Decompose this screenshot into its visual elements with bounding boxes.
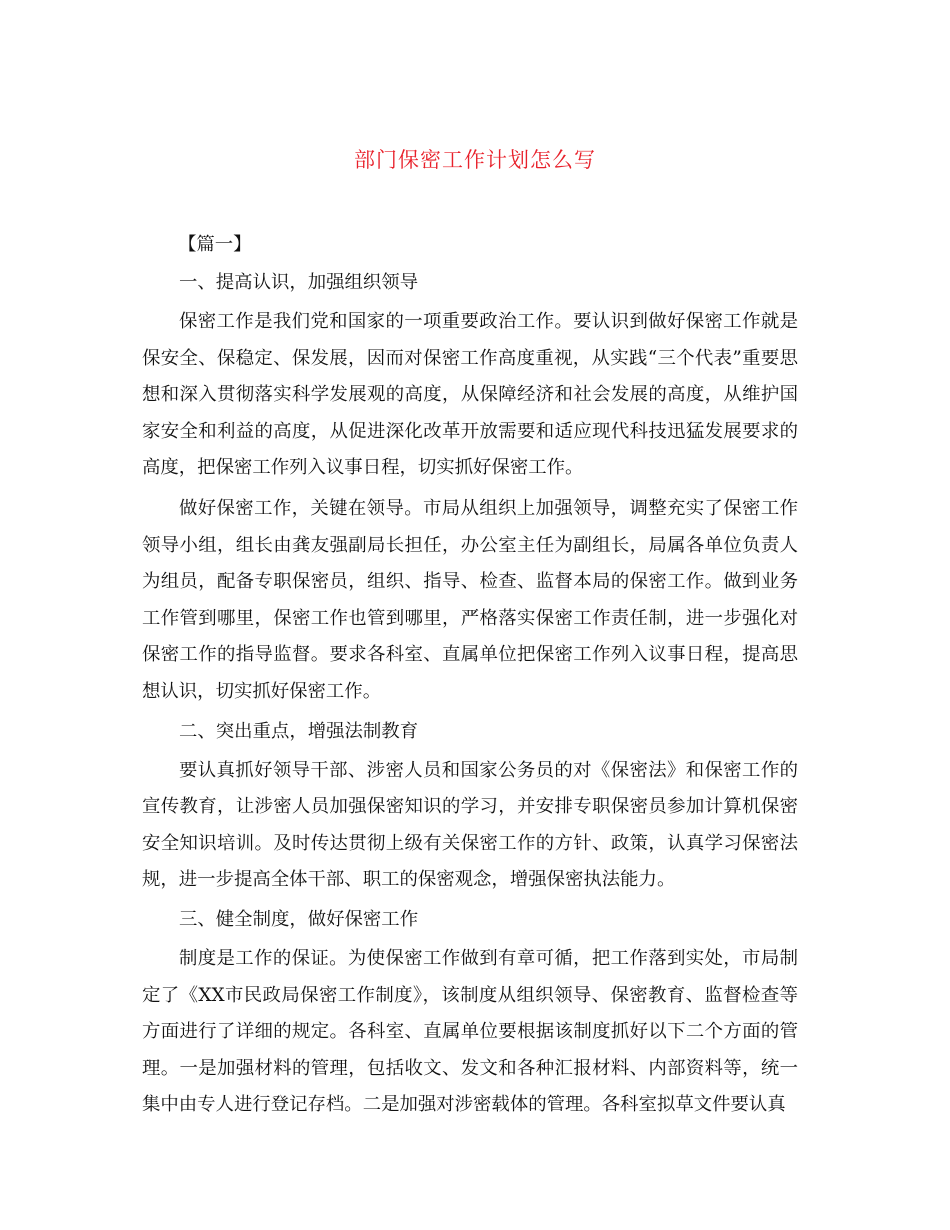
document-title: 部门保密工作计划怎么写 xyxy=(354,148,596,172)
document-body xyxy=(142,228,798,1128)
section-marker: 【篇一】 xyxy=(178,234,252,255)
section-heading-2: 二、突出重点，增强法制教育 xyxy=(179,720,419,742)
paragraph-3: 要认真抓好领导干部、涉密人员和国家公务员的对《保密法》和保密工作的宣传教育，让涉密人员加强保密知识的学习，并安排专职保密员参加计算机保密安全知识培训。及时传达贯彻上级有关保密工作的方针、政策，认真学习保密法规，进一步提高全体干部、职工的保密观念，增强保密执法能力。 xyxy=(142,759,798,891)
paragraph-1: 保密工作是我们党和国家的一项重要政治工作。要认识到做好保密工作就是保安全、保稳定、保发展，因而对保密工作高度重视，从实践“三个代表”重要思想和深入贯彻落实科学发展观的高度，从保障经济和社会发展的高度，从维护国家安全和利益的高度，从促进深化改革开放需要和适应现代科技迅猛发展要求的高度，把保密工作列入议事日程，切实抓好保密工作。 xyxy=(142,311,798,479)
paragraph-4: 制度是工作的保证。为使保密工作做到有章可循，把工作落到实处，市局制定了《XX市民政局保密工作制度》，该制度从组织领导、保密教育、监督检查等方面进行了详细的规定。各科室、直属单位要根据该制度抓好以下二个方面的管理。一是加强材料的管理，包括收文、发文和各种汇报材料、内部资料等，统一集中由专人进行登记存档。二是加强对涉密载体的管理。各科室拟草文件要认真 xyxy=(142,947,798,1116)
paragraph-2: 做好保密工作，关键在领导。市局从组织上加强领导，调整充实了保密工作领导小组，组长由龚友强副局长担任，办公室主任为副组长，局属各单位负责人为组员，配备专职保密员，组织、指导、检查、监督本局的保密工作。做到业务工作管到哪里，保密工作也管到哪里，严格落实保密工作责任制，进一步强化对保密工作的指导监督。要求各科室、直属单位把保密工作列入议事日程，提高思想认识，切实抓好保密工作。 xyxy=(142,497,798,702)
section-heading-3: 三、健全制度，做好保密工作 xyxy=(179,908,419,930)
section-heading-1: 一、提高认识，加强组织领导 xyxy=(179,272,419,293)
